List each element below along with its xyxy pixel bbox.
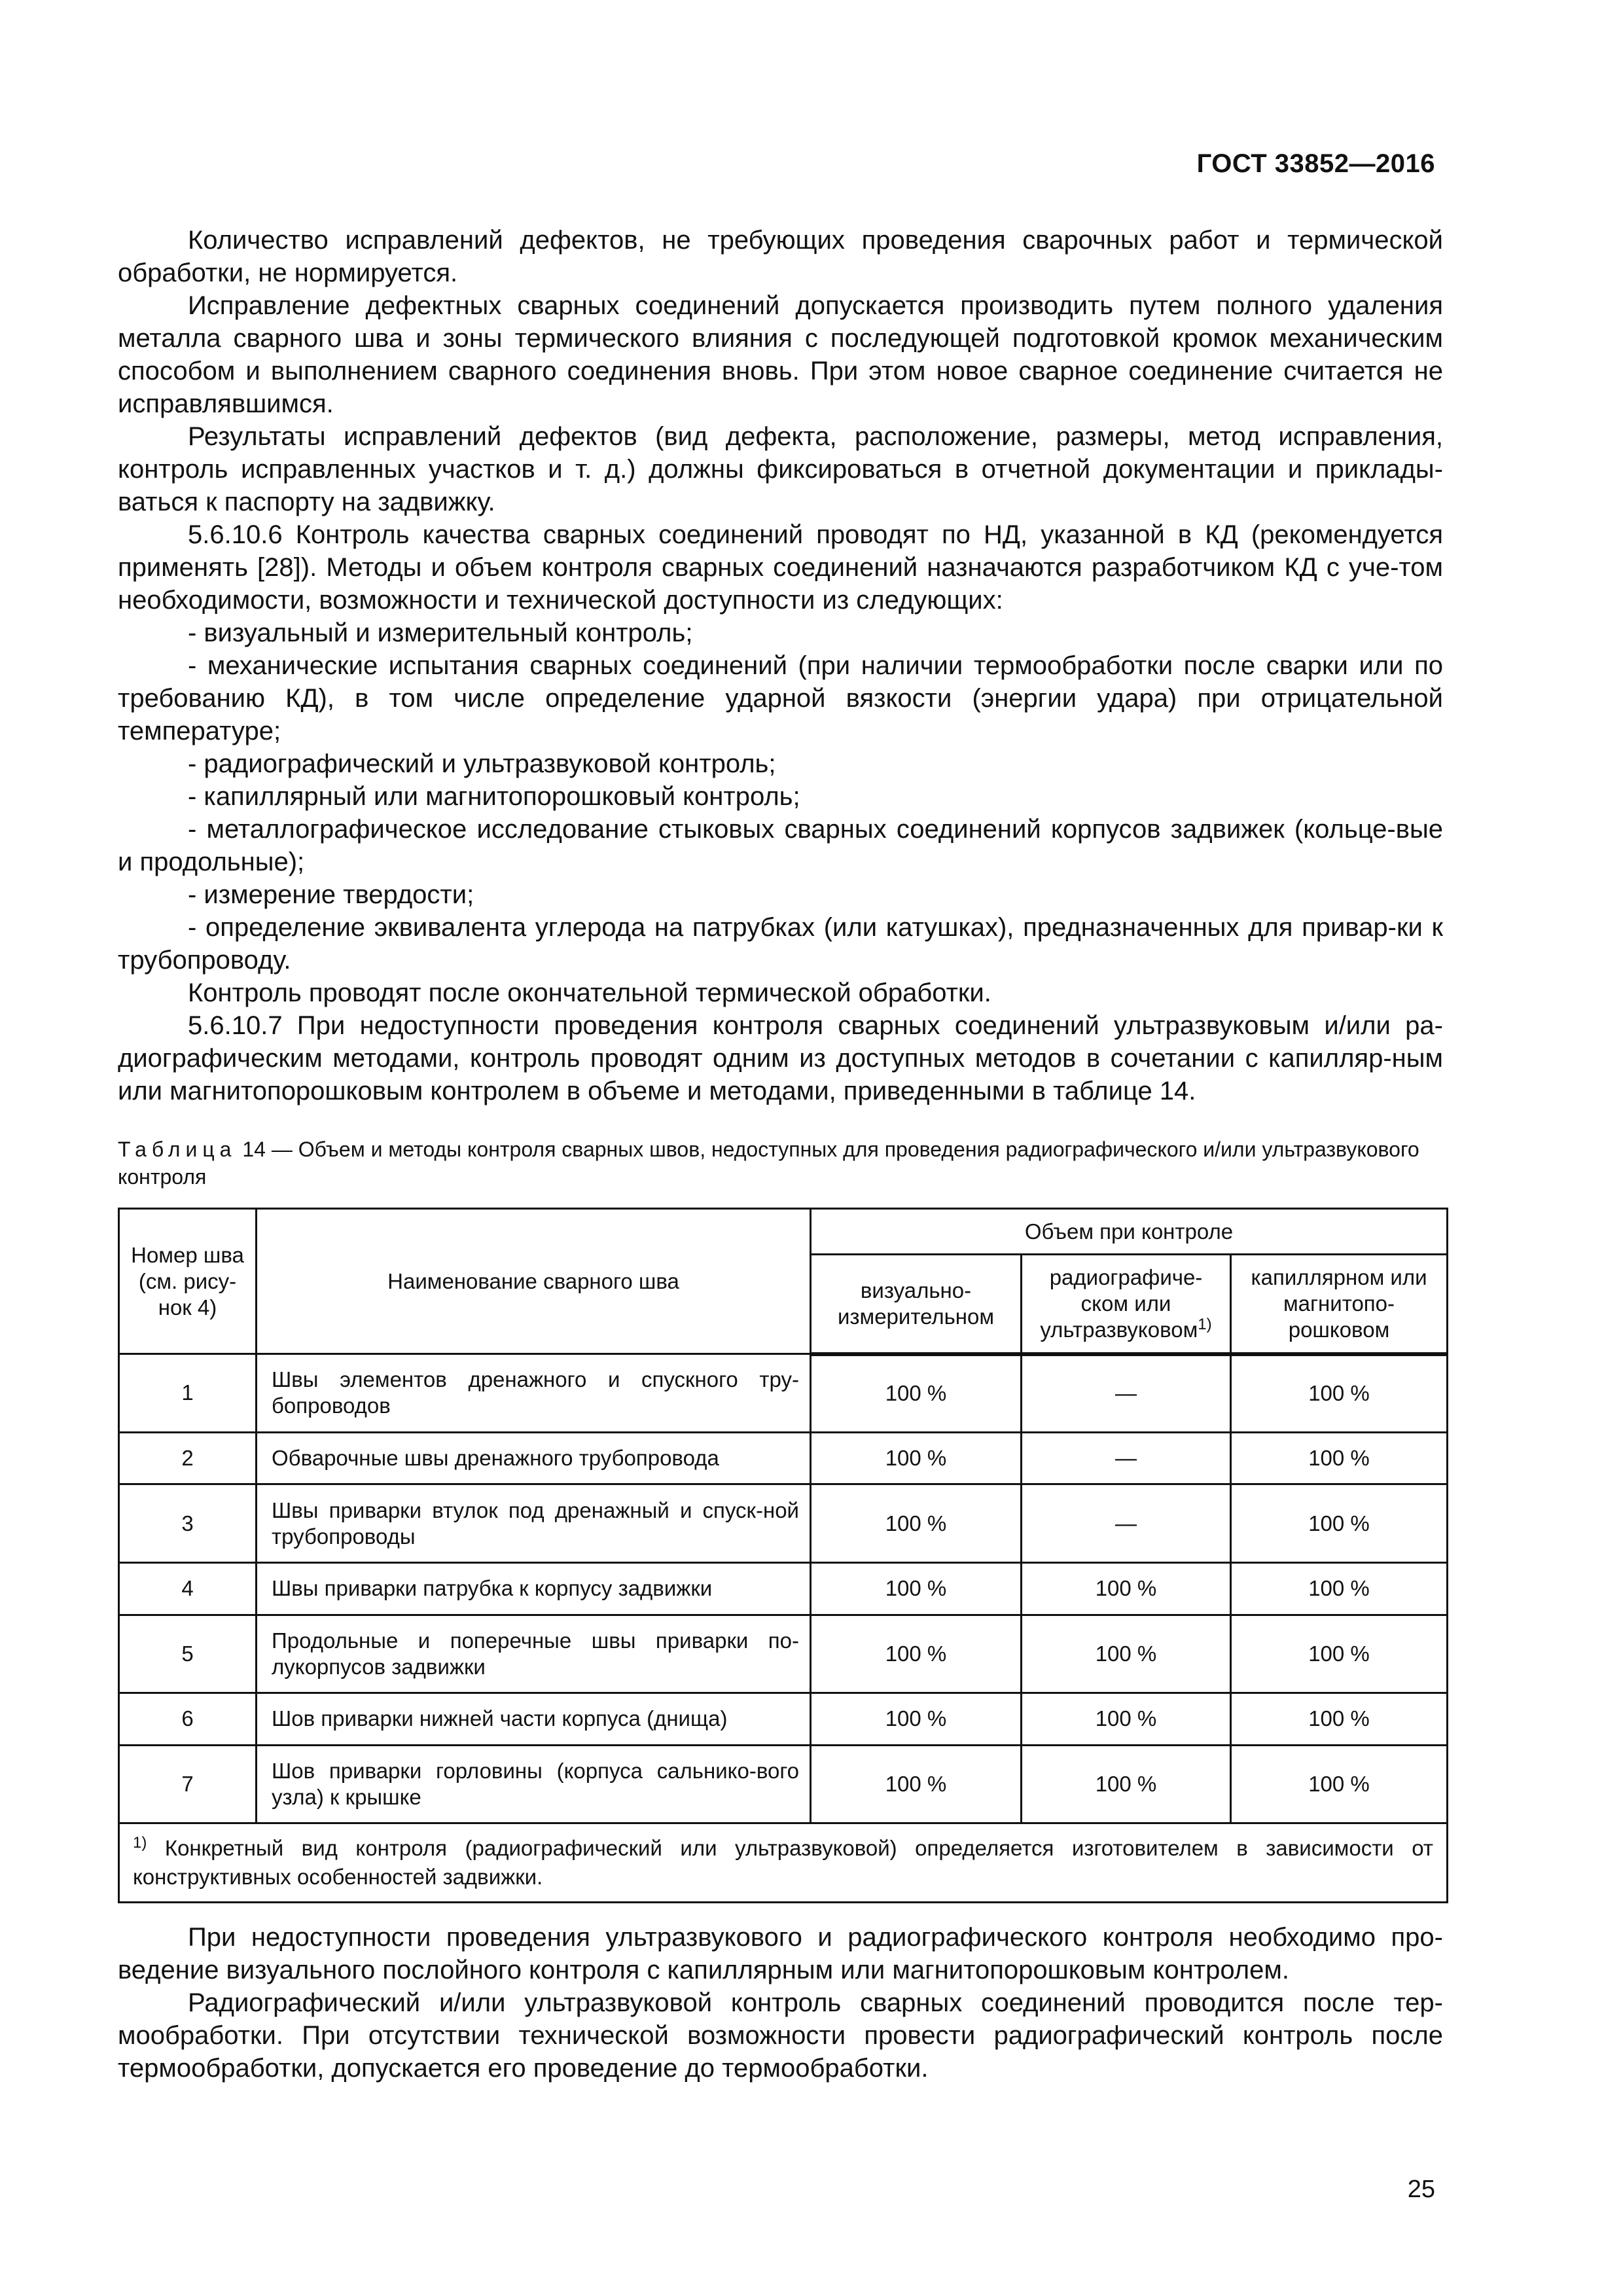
table-caption-label: Таблица	[118, 1138, 237, 1161]
clause-5-6-10-7: 5.6.10.7 При недоступности проведения контроля сварных соединений ультразвуковым и/или ра-диографическим методами, контроль проводят одним из доступных методов в сочетании с капилляр-ным или магнитопорошковым контролем в объеме и методами, приведенными в таблице 14.	[118, 1011, 1443, 1105]
paragraph: Результаты исправлений дефектов (вид дефекта, расположение, размеры, метод исправления, контроль исправленных участков и т. д.) должны фиксироваться в отчетной документации и приклады-ваться к паспорту на задвижку.	[118, 422, 1443, 516]
cell-weld-name: Швы элементов дренажного и спускного тру-бопроводов	[257, 1354, 811, 1433]
body-text	[118, 224, 1443, 1107]
cell-weld-name: Продольные и поперечные швы приварки по-лукорпусов задвижки	[257, 1615, 811, 1693]
table-row	[119, 1693, 1448, 1746]
list-item: - металлографическое исследование стыковых сварных соединений корпусов задвижек (кольце-вые и продольные);	[118, 815, 1443, 876]
header-weld-name: Наименование сварного шва	[257, 1209, 811, 1354]
cell-radiographic: —	[1022, 1432, 1231, 1484]
list-item: - измерение твердости;	[188, 880, 474, 909]
footnote-marker: 1)	[133, 1834, 147, 1852]
cell-radiographic: 100 %	[1022, 1745, 1231, 1823]
document-code: ГОСТ 33852—2016	[1196, 149, 1435, 178]
cell-number: 5	[119, 1615, 257, 1693]
cell-radiographic: —	[1022, 1484, 1231, 1563]
table-caption-text: 14 — Объем и методы контроля сварных швов, недоступных для проведения радиографического и/или ультразвукового контроля	[118, 1138, 1419, 1189]
header-weld-number: Номер шва (см. рису-нок 4)	[119, 1209, 257, 1354]
table-footnote-row	[119, 1823, 1448, 1903]
cell-radiographic: —	[1022, 1354, 1231, 1433]
cell-capillary: 100 %	[1231, 1745, 1448, 1823]
paragraph: Радиографический и/или ультразвуковой контроль сварных соединений проводится после тер-мообработки. При отсутствии технической возможности провести радиографический контроль после термообработки, допускается его проведение до термообработки.	[118, 1988, 1443, 2083]
cell-number: 2	[119, 1432, 257, 1484]
cell-capillary: 100 %	[1231, 1354, 1448, 1433]
list-item: - визуальный и измерительный контроль;	[188, 619, 693, 647]
cell-visual: 100 %	[811, 1484, 1022, 1563]
header-radiographic: радиографиче-ском или ультразвуковом$^{1)}$	[1022, 1255, 1231, 1354]
list-item: - определение эквивалента углерода на патрубках (или катушках), предназначенных для привар-ки к трубопроводу.	[118, 913, 1443, 975]
paragraph: Исправление дефектных сварных соединений допускается производить путем полного удаления металла сварного шва и зоны термического влияния с последующей подготовкой кромок механическим способом и выполнением сварного соединения вновь. При этом новое сварное соединение считается не исправлявшимся.	[118, 291, 1443, 418]
cell-visual: 100 %	[811, 1615, 1022, 1693]
cell-capillary: 100 %	[1231, 1615, 1448, 1693]
cell-visual: 100 %	[811, 1432, 1022, 1484]
list-item: - радиографический и ультразвуковой контроль;	[188, 749, 776, 778]
page-number: 25	[1407, 2176, 1435, 2203]
cell-number: 4	[119, 1562, 257, 1615]
clause-5-6-10-6: 5.6.10.6 Контроль качества сварных соединений проводят по НД, указанной в КД (рекомендуется применять [28]). Методы и объем контроля сварных соединений назначаются разработчиком КД с уче-том необходимости, возможности и технической доступности из следующих:	[118, 520, 1443, 615]
cell-number: 1	[119, 1354, 257, 1433]
header-control-volume: Объем при контроле	[811, 1209, 1448, 1255]
cell-visual: 100 %	[811, 1745, 1022, 1823]
cell-capillary: 100 %	[1231, 1562, 1448, 1615]
table-row	[119, 1615, 1448, 1693]
cell-weld-name: Шов приварки горловины (корпуса сальнико-вого узла) к крышке	[257, 1745, 811, 1823]
cell-visual: 100 %	[811, 1562, 1022, 1615]
cell-number: 7	[119, 1745, 257, 1823]
cell-weld-name: Швы приварки втулок под дренажный и спуск-ной трубопроводы	[257, 1484, 811, 1563]
table-footnote	[119, 1823, 1448, 1903]
body-text-after-table	[118, 1921, 1443, 2085]
cell-number: 3	[119, 1484, 257, 1563]
cell-radiographic: 100 %	[1022, 1615, 1231, 1693]
footnote-marker: 1)	[1198, 1315, 1212, 1333]
cell-weld-name: Шов приварки нижней части корпуса (днища)	[257, 1693, 811, 1746]
cell-capillary: 100 %	[1231, 1484, 1448, 1563]
cell-visual: 100 %	[811, 1354, 1022, 1433]
table-row	[119, 1354, 1448, 1433]
cell-radiographic: 100 %	[1022, 1693, 1231, 1746]
cell-visual: 100 %	[811, 1693, 1022, 1746]
cell-capillary: 100 %	[1231, 1432, 1448, 1484]
table-row	[119, 1484, 1448, 1563]
table-caption	[118, 1136, 1443, 1191]
list-item: - механические испытания сварных соединений (при наличии термообработки после сварки или по требованию КД), в том числе определение ударной вязкости (энергии удара) при отрицательной температуре;	[118, 651, 1443, 745]
cell-weld-name: Обварочные швы дренажного трубопровода	[257, 1432, 811, 1484]
paragraph: Количество исправлений дефектов, не требующих проведения сварочных работ и термической обработки, не нормируется.	[118, 226, 1443, 287]
welds-control-table	[118, 1208, 1448, 1903]
cell-number: 6	[119, 1693, 257, 1746]
list-item: - капиллярный или магнитопорошковый контроль;	[188, 782, 800, 811]
paragraph: Контроль проводят после окончательной термической обработки.	[188, 978, 991, 1007]
table-row	[119, 1745, 1448, 1823]
header-capillary: капиллярном или магнитопо-рошковом	[1231, 1255, 1448, 1354]
cell-weld-name: Швы приварки патрубка к корпусу задвижки	[257, 1562, 811, 1615]
footnote-text: Конкретный вид контроля (радиографический или ультразвуковой) определяется изготовителем в зависимости от конструктивных особенностей задвижки.	[133, 1836, 1433, 1890]
header-visual: визуально-измерительном	[811, 1255, 1022, 1354]
cell-radiographic: 100 %	[1022, 1562, 1231, 1615]
table-row	[119, 1562, 1448, 1615]
table-row	[119, 1432, 1448, 1484]
cell-capillary: 100 %	[1231, 1693, 1448, 1746]
paragraph: При недоступности проведения ультразвукового и радиографического контроля необходимо про-ведение визуального послойного контроля с капиллярным или магнитопорошковым контролем.	[118, 1923, 1443, 1984]
